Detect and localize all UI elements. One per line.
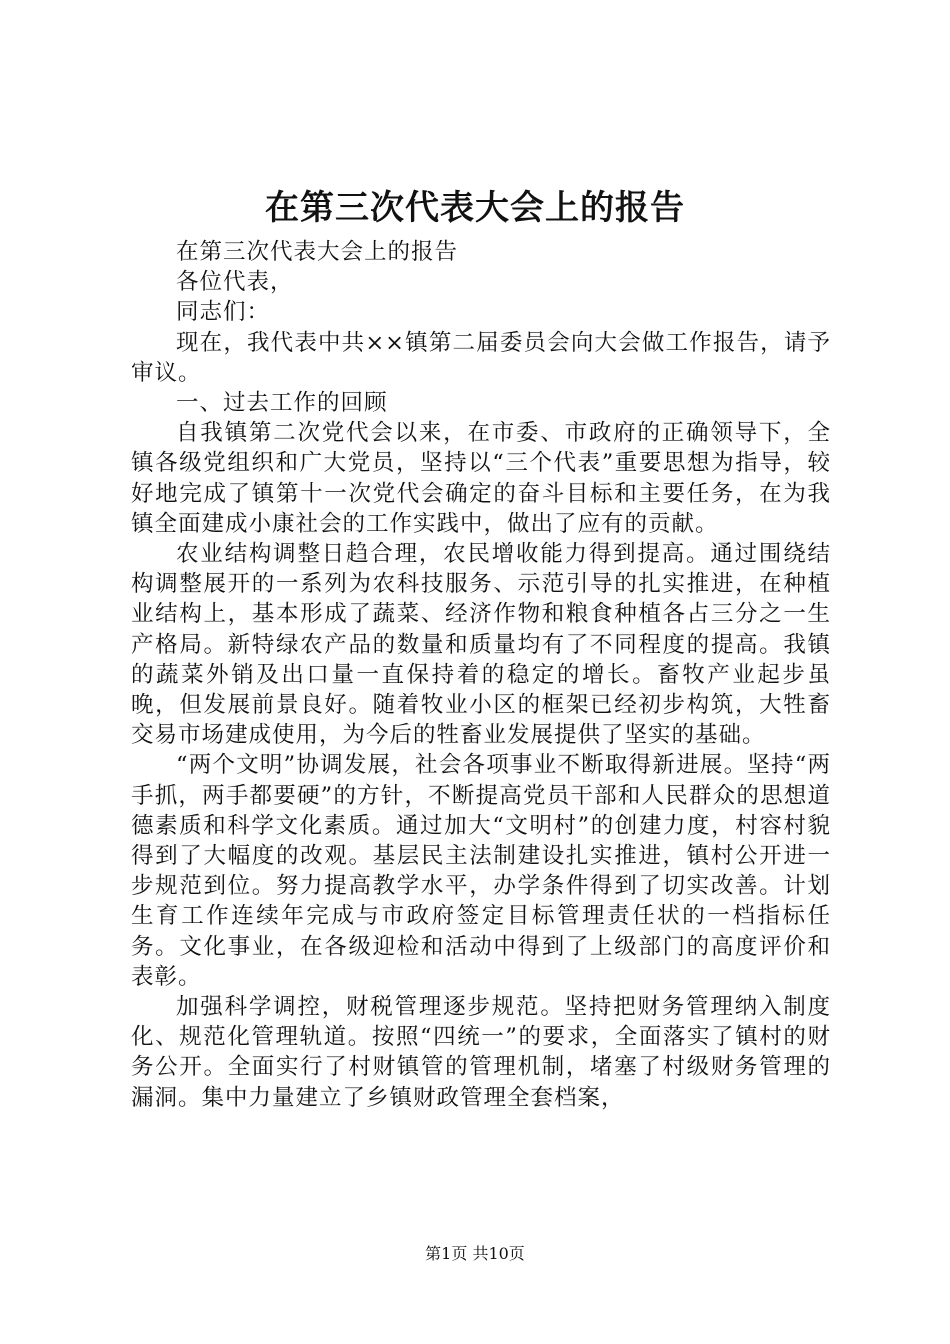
paragraph-finance: 加强科学调控，财税管理逐步规范。坚持把财务管理纳入制度化、规范化管理轨道。按照“四统一”的要求，全面落实了镇村的财务公开。全面实行了村财镇管的管理机制，堵塞了村级财务管理的漏洞。集中力量建立了乡镇财政管理全套档案， xyxy=(131,994,831,1111)
document-body xyxy=(131,237,831,1113)
paragraph-salutation-delegates: 各位代表， xyxy=(176,269,294,296)
page-number-footer: 第1页 共10页 xyxy=(425,1244,525,1263)
paragraph-two-civilizations: “两个文明”协调发展，社会各项事业不断取得新进展。坚持“两手抓，两手都要硬”的方针，不断提高党员干部和人民群众的思想道德素质和科学文化素质。通过加大“文明村”的创建力度，村容村貌得到了大幅度的改观。基层民主法制建设扎实推进，镇村公开进一步规范到位。努力提高教学水平，办学条件得到了切实改善。计划生育工作连续年完成与市政府签定目标管理责任状的一档指标任务。文化事业，在各级迎检和活动中得到了上级部门的高度评价和表彰。 xyxy=(131,752,831,990)
paragraph-introduction: 现在，我代表中共××镇第二届委员会向大会做工作报告，请予审议。 xyxy=(131,329,831,386)
section-heading-review: 一、过去工作的回顾 xyxy=(176,390,388,417)
paragraph-salutation-comrades: 同志们： xyxy=(176,299,271,326)
paragraph-agriculture: 农业结构调整日趋合理，农民增收能力得到提高。通过围绕结构调整展开的一系列为农科技服务、示范引导的扎实推进，在种植业结构上，基本形成了蔬菜、经济作物和粮食种植各占三分之一生产格局。新特绿农产品的数量和质量均有了不同程度的提高。我镇的蔬菜外销及出口量一直保持着的稳定的增长。畜牧产业起步虽晚，但发展前景良好。随着牧业小区的框架已经初步构筑，大牲畜交易市场建成使用，为今后的牲畜业发展提供了坚实的基础。 xyxy=(131,541,831,749)
paragraph-heading-repeat: 在第三次代表大会上的报告 xyxy=(176,239,459,265)
document-title: 在第三次代表大会上的报告 xyxy=(265,188,685,228)
paragraph-overview: 自我镇第二次党代会以来，在市委、市政府的正确领导下，全镇各级党组织和广大党员，坚持以“三个代表”重要思想为指导，较好地完成了镇第十一次党代会确定的奋斗目标和主要任务，在为我镇全面建成小康社会的工作实践中，做出了应有的贡献。 xyxy=(131,420,831,537)
